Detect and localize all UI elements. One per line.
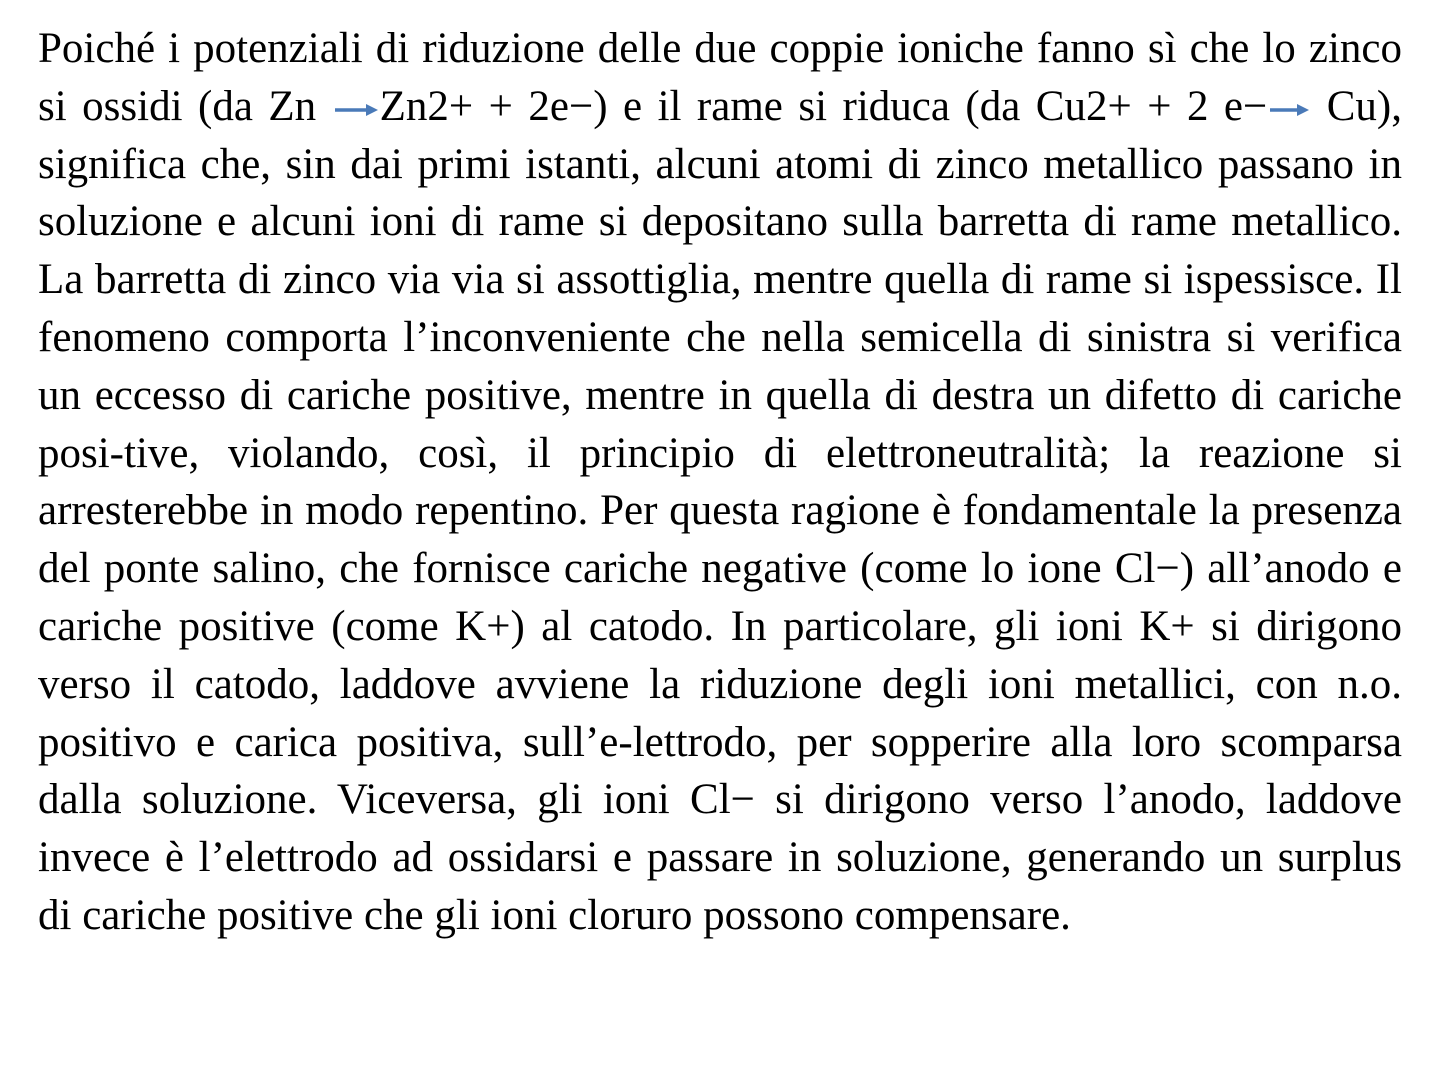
text-segment-2: Zn2+ + 2e−) e il rame si riduca (da Cu2+ + 2 e− [379, 82, 1268, 130]
document-page [38, 20, 1402, 945]
text-segment-3: Cu), significa che, sin dai primi istanti, alcuni atomi di zinco metallico passano in soluzione e alcuni ioni di rame si depositano sulla barretta di rame metallico. La barretta di zinco via via si assottiglia, mentre quella di rame si ispessisce. Il fenomeno comporta l’inconveniente che nella semicella di sinistra si verifica un eccesso di cariche positive, mentre in quella di destra un difetto di cariche posi-tive, violando, così, il principio di elettroneutralità; la reazione si arresterebbe in modo repentino. Per questa ragione è fondamentale la presenza del ponte salino, che fornisce cariche negative (come lo ione Cl−) all’anodo e cariche positive (come K+) al catodo. In particolare, gli ioni K+ si dirigono verso il catodo, laddove avviene la riduzione degli ioni metallici, con n.o. positivo e carica positiva, sull’e-lettrodo, per sopperire alla loro scomparsa dalla soluzione. Viceversa, gli ioni Cl− si dirigono verso l’anodo, laddove invece è l’elettrodo ad ossidarsi e passare in soluzione, generando un surplus di cariche positive che gli ioni cloruro possono compensare. [38, 82, 1402, 939]
reaction-arrow-icon [334, 102, 378, 118]
reaction-arrow-icon [1269, 102, 1309, 118]
body-paragraph [38, 20, 1402, 945]
text-segment-1: Poiché i potenziali di riduzione delle due coppie ioniche fanno sì che lo zinco si ossidi (da Zn [38, 25, 1402, 130]
